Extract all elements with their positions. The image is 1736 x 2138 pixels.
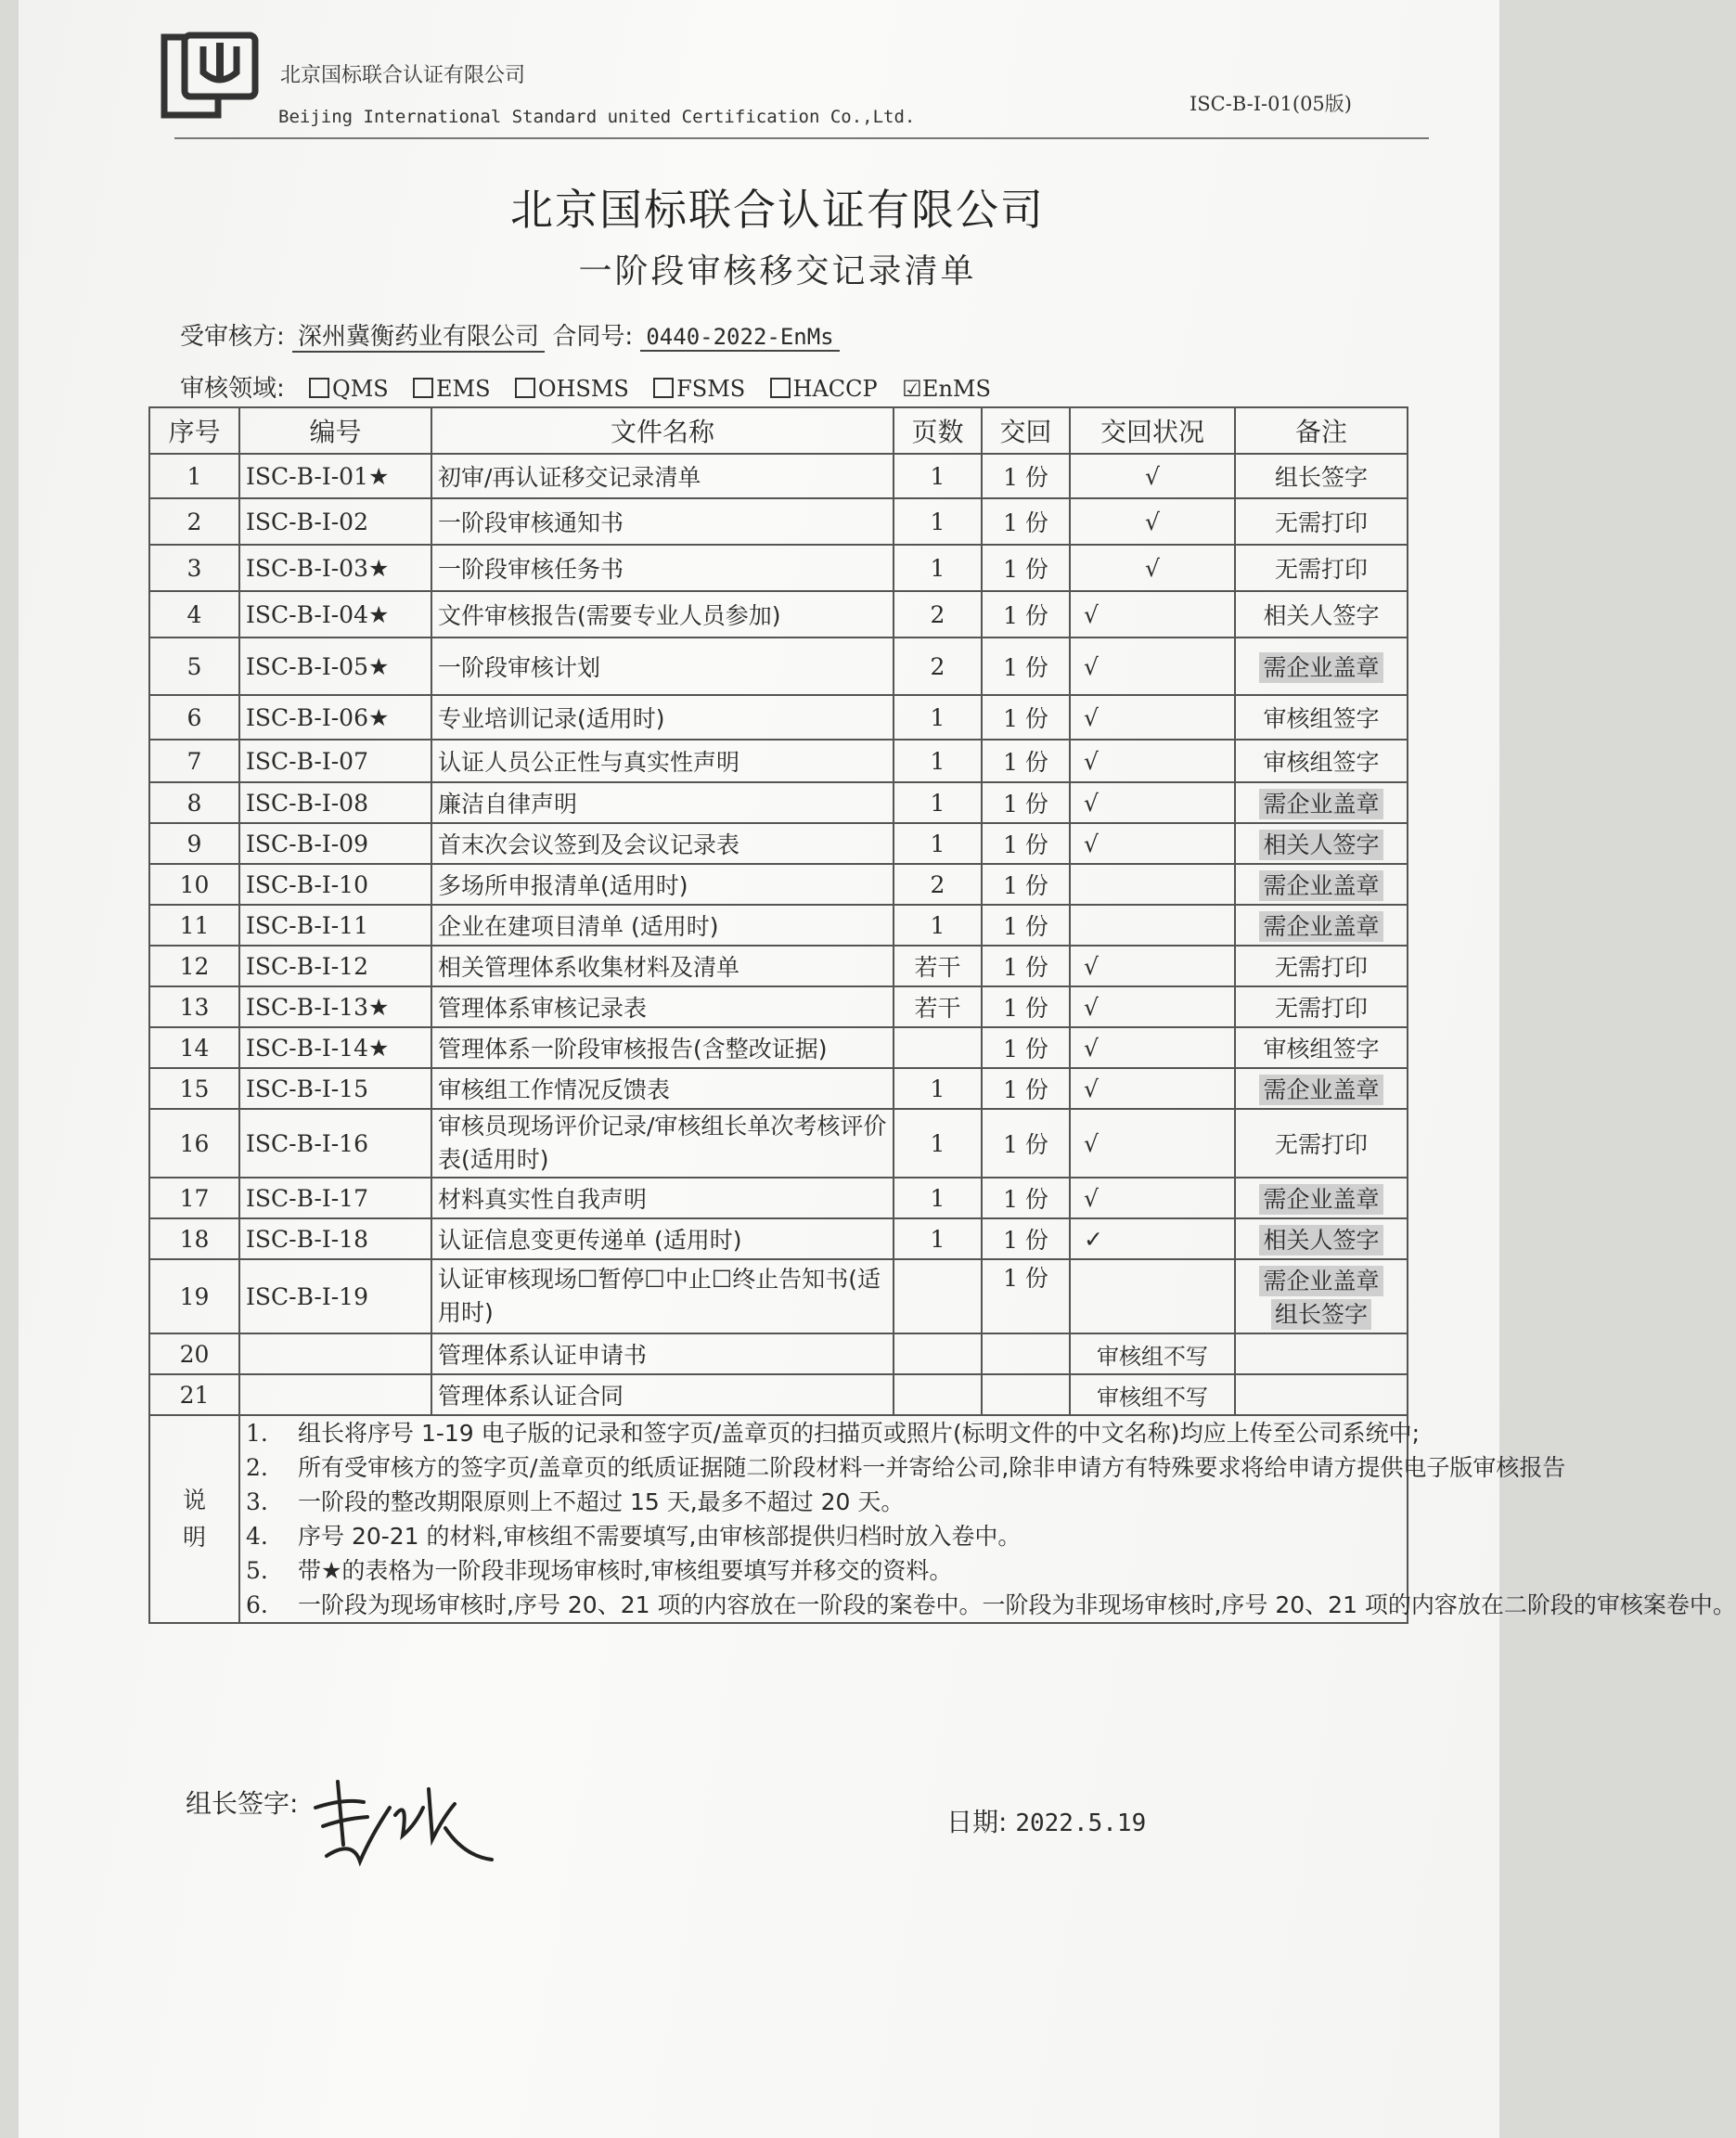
row-note — [1235, 1333, 1408, 1374]
table-row — [149, 782, 1408, 823]
row-copies: 1 份 — [982, 782, 1070, 823]
row-code: ISC-B-I-19 — [239, 1259, 431, 1333]
table-row — [149, 1374, 1408, 1415]
row-pages: 若干 — [894, 986, 982, 1027]
row-number: 21 — [149, 1374, 239, 1415]
explanation-notes — [239, 1415, 1736, 1623]
row-status: √ — [1070, 946, 1235, 986]
row-copies: 1 份 — [982, 498, 1070, 545]
row-file-name: 管理体系认证申请书 — [431, 1333, 894, 1374]
header-code: 编号 — [239, 407, 431, 454]
row-number: 9 — [149, 823, 239, 864]
row-file-name: 管理体系认证合同 — [431, 1374, 894, 1415]
row-note: 需企业盖章 — [1235, 1178, 1408, 1218]
row-code: ISC-B-I-05★ — [239, 638, 431, 695]
leader-signature-label: 组长签字: — [186, 1788, 299, 1819]
row-number: 12 — [149, 946, 239, 986]
client-label: 受审核方: — [180, 323, 285, 351]
row-status: √ — [1070, 986, 1235, 1027]
checkbox-icon — [309, 378, 329, 398]
row-code: ISC-B-I-14★ — [239, 1027, 431, 1068]
row-note: 无需打印 — [1235, 545, 1408, 591]
table-row — [149, 695, 1408, 740]
row-file-name: 初审/再认证移交记录清单 — [431, 454, 894, 498]
checkbox-icon — [515, 378, 535, 398]
row-note — [1235, 1374, 1408, 1415]
note-item: 3. 一阶段的整改期限原则上不超过 15 天,最多不超过 20 天。 — [246, 1488, 905, 1515]
row-code: ISC-B-I-12 — [239, 946, 431, 986]
row-status: √ — [1070, 1068, 1235, 1109]
row-pages: 1 — [894, 498, 982, 545]
row-note: 审核组签字 — [1235, 740, 1408, 782]
row-pages: 1 — [894, 1068, 982, 1109]
row-number: 2 — [149, 498, 239, 545]
row-number: 6 — [149, 695, 239, 740]
row-status: √ — [1070, 545, 1235, 591]
row-file-name: 管理体系审核记录表 — [431, 986, 894, 1027]
row-number: 13 — [149, 986, 239, 1027]
checkbox-icon — [413, 378, 433, 398]
row-code: ISC-B-I-15 — [239, 1068, 431, 1109]
scope-option-enms: ☑EnMS — [902, 376, 991, 402]
scope-option-ohsms: OHSMS — [515, 376, 629, 402]
row-number: 15 — [149, 1068, 239, 1109]
row-copies: 1 份 — [982, 823, 1070, 864]
row-file-name: 审核员现场评价记录/审核组长单次考核评价表(适用时) — [431, 1109, 894, 1178]
row-number: 7 — [149, 740, 239, 782]
row-pages — [894, 1374, 982, 1415]
row-pages: 2 — [894, 864, 982, 905]
document-page — [19, 0, 1736, 2138]
row-copies: 1 份 — [982, 545, 1070, 591]
contract-value: 0440-2022-EnMs — [640, 324, 839, 352]
row-copies: 1 份 — [982, 1259, 1070, 1333]
client-value: 深州冀衡药业有限公司 — [292, 323, 545, 353]
row-code — [239, 1374, 431, 1415]
row-status: √ — [1070, 638, 1235, 695]
row-number: 10 — [149, 864, 239, 905]
row-pages: 若干 — [894, 946, 982, 986]
row-pages: 1 — [894, 545, 982, 591]
row-file-name: 多场所申报清单(适用时) — [431, 864, 894, 905]
row-copies: 1 份 — [982, 1027, 1070, 1068]
row-code: ISC-B-I-10 — [239, 864, 431, 905]
row-copies: 1 份 — [982, 864, 1070, 905]
scope-option-ems: EMS — [413, 376, 491, 402]
row-note: 需企业盖章 组长签字 — [1235, 1259, 1408, 1333]
table-row — [149, 864, 1408, 905]
row-file-name: 认证审核现场☐暂停☐中止☐终止告知书(适用时) — [431, 1259, 894, 1333]
note-item: 6. 一阶段为现场审核时,序号 20、21 项的内容放在一阶段的案卷中。一阶段为非现场审核时,序号 20、21 项的内容放在二阶段的审核案卷中。 — [246, 1591, 1736, 1618]
row-code: ISC-B-I-18 — [239, 1218, 431, 1259]
row-code: ISC-B-I-13★ — [239, 986, 431, 1027]
table-row — [149, 1218, 1408, 1259]
header-no: 序号 — [149, 407, 239, 454]
scope-option-fsms: FSMS — [653, 376, 745, 402]
row-number: 3 — [149, 545, 239, 591]
row-copies: 1 份 — [982, 638, 1070, 695]
note-item: 5. 带★的表格为一阶段非现场审核时,审核组要填写并移交的资料。 — [246, 1557, 953, 1584]
row-pages: 1 — [894, 905, 982, 946]
table-row — [149, 1027, 1408, 1068]
row-copies: 1 份 — [982, 1218, 1070, 1259]
explanation-row — [149, 1415, 1408, 1623]
row-code — [239, 1333, 431, 1374]
document-title: 北京国标联合认证有限公司 — [510, 185, 1045, 235]
row-pages: 1 — [894, 823, 982, 864]
row-status: 审核组不写 — [1070, 1333, 1235, 1374]
table-row — [149, 498, 1408, 545]
table-row — [149, 1178, 1408, 1218]
row-copies: 1 份 — [982, 1178, 1070, 1218]
row-number: 16 — [149, 1109, 239, 1178]
row-status: √ — [1070, 782, 1235, 823]
row-number: 4 — [149, 591, 239, 638]
row-pages: 1 — [894, 454, 982, 498]
row-status — [1070, 864, 1235, 905]
date-line — [946, 1802, 1146, 1839]
note-item: 1. 组长将序号 1-19 电子版的记录和签字页/盖章页的扫描页或照片(标明文件的中文名称)均应上传至公司系统中; — [246, 1420, 1420, 1447]
company-name-cn: 北京国标联合认证有限公司 — [280, 64, 526, 87]
contract-label: 合同号: — [552, 323, 634, 351]
row-file-name: 认证人员公正性与真实性声明 — [431, 740, 894, 782]
note-item: 2. 所有受审核方的签字页/盖章页的纸质证据随二阶段材料一并寄给公司,除非申请方有特殊要求将给申请方提供电子版审核报告 — [246, 1454, 1566, 1481]
row-note: 相关人签字 — [1235, 1218, 1408, 1259]
client-info-line — [180, 317, 840, 352]
row-number: 8 — [149, 782, 239, 823]
table-row — [149, 823, 1408, 864]
row-number: 19 — [149, 1259, 239, 1333]
row-status: 审核组不写 — [1070, 1374, 1235, 1415]
row-note: 需企业盖章 — [1235, 905, 1408, 946]
row-pages — [894, 1027, 982, 1068]
row-copies: 1 份 — [982, 1109, 1070, 1178]
row-copies: 1 份 — [982, 454, 1070, 498]
row-file-name: 材料真实性自我声明 — [431, 1178, 894, 1218]
row-copies: 1 份 — [982, 986, 1070, 1027]
header-copies: 交回 — [982, 407, 1070, 454]
row-status: √ — [1070, 1109, 1235, 1178]
row-file-name: 一阶段审核通知书 — [431, 498, 894, 545]
row-status: √ — [1070, 823, 1235, 864]
row-pages — [894, 1333, 982, 1374]
row-code: ISC-B-I-07 — [239, 740, 431, 782]
row-pages: 1 — [894, 1178, 982, 1218]
row-number: 1 — [149, 454, 239, 498]
row-copies — [982, 1333, 1070, 1374]
row-copies: 1 份 — [982, 946, 1070, 986]
row-code: ISC-B-I-06★ — [239, 695, 431, 740]
row-status: √ — [1070, 1027, 1235, 1068]
row-note: 相关人签字 — [1235, 823, 1408, 864]
table-row — [149, 986, 1408, 1027]
table-row — [149, 591, 1408, 638]
checkbox-icon — [653, 378, 674, 398]
row-number: 5 — [149, 638, 239, 695]
row-note: 相关人签字 — [1235, 591, 1408, 638]
row-copies: 1 份 — [982, 695, 1070, 740]
row-file-name: 认证信息变更传递单 (适用时) — [431, 1218, 894, 1259]
document-subtitle: 一阶段审核移交记录清单 — [578, 252, 977, 290]
row-copies: 1 份 — [982, 740, 1070, 782]
row-file-name: 文件审核报告(需要专业人员参加) — [431, 591, 894, 638]
row-note: 无需打印 — [1235, 1109, 1408, 1178]
row-code: ISC-B-I-01★ — [239, 454, 431, 498]
checked-box-icon: ☑ — [902, 376, 922, 402]
table-header-row — [149, 407, 1408, 454]
row-code: ISC-B-I-04★ — [239, 591, 431, 638]
row-note: 需企业盖章 — [1235, 1068, 1408, 1109]
table-row — [149, 1259, 1408, 1333]
table-row — [149, 1068, 1408, 1109]
row-code: ISC-B-I-16 — [239, 1109, 431, 1178]
row-number: 14 — [149, 1027, 239, 1068]
handwritten-signature — [306, 1771, 501, 1873]
table-row — [149, 1109, 1408, 1178]
scope-option-qms: QMS — [309, 376, 389, 402]
header-name: 文件名称 — [431, 407, 894, 454]
row-note: 需企业盖章 — [1235, 864, 1408, 905]
table-row — [149, 638, 1408, 695]
row-status — [1070, 905, 1235, 946]
row-pages: 1 — [894, 1218, 982, 1259]
row-pages — [894, 1259, 982, 1333]
row-status: √ — [1070, 695, 1235, 740]
row-note: 需企业盖章 — [1235, 782, 1408, 823]
row-code: ISC-B-I-17 — [239, 1178, 431, 1218]
table-row — [149, 946, 1408, 986]
row-file-name: 相关管理体系收集材料及清单 — [431, 946, 894, 986]
table-row — [149, 454, 1408, 498]
row-file-name: 一阶段审核计划 — [431, 638, 894, 695]
company-logo-icon — [162, 33, 259, 117]
row-pages: 1 — [894, 695, 982, 740]
row-code: ISC-B-I-02 — [239, 498, 431, 545]
row-copies — [982, 1374, 1070, 1415]
table-row — [149, 1333, 1408, 1374]
audit-scope-line — [180, 369, 991, 404]
note-item: 4. 序号 20-21 的材料,审核组不需要填写,由审核部提供归档时放入卷中。 — [246, 1523, 1022, 1550]
header-divider — [174, 137, 1429, 139]
row-pages: 2 — [894, 638, 982, 695]
row-note: 无需打印 — [1235, 498, 1408, 545]
company-name-en: Beijing International Standard united Certification Co.,Ltd. — [278, 107, 916, 127]
handover-table — [148, 406, 1736, 1624]
row-note: 无需打印 — [1235, 946, 1408, 986]
table-row — [149, 545, 1408, 591]
row-copies: 1 份 — [982, 905, 1070, 946]
row-pages: 2 — [894, 591, 982, 638]
row-code: ISC-B-I-08 — [239, 782, 431, 823]
row-status: √ — [1070, 498, 1235, 545]
row-code: ISC-B-I-03★ — [239, 545, 431, 591]
scope-option-haccp: HACCP — [770, 376, 878, 402]
row-number: 20 — [149, 1333, 239, 1374]
row-status: √ — [1070, 740, 1235, 782]
header-status: 交回状况 — [1070, 407, 1235, 454]
row-status: √ — [1070, 454, 1235, 498]
row-note: 审核组签字 — [1235, 695, 1408, 740]
date-value: 2022.5.19 — [1015, 1810, 1147, 1837]
row-status — [1070, 1259, 1235, 1333]
row-file-name: 廉洁自律声明 — [431, 782, 894, 823]
row-copies: 1 份 — [982, 1068, 1070, 1109]
row-code: ISC-B-I-11 — [239, 905, 431, 946]
row-note: 审核组签字 — [1235, 1027, 1408, 1068]
row-code: ISC-B-I-09 — [239, 823, 431, 864]
row-number: 17 — [149, 1178, 239, 1218]
header-note: 备注 — [1235, 407, 1408, 454]
date-label: 日期: — [946, 1807, 1008, 1837]
form-code: ISC-B-I-01(05版) — [1189, 93, 1352, 115]
row-pages: 1 — [894, 740, 982, 782]
row-file-name: 管理体系一阶段审核报告(含整改证据) — [431, 1027, 894, 1068]
row-file-name: 企业在建项目清单 (适用时) — [431, 905, 894, 946]
row-note: 组长签字 — [1235, 454, 1408, 498]
row-status: √ — [1070, 591, 1235, 638]
table-row — [149, 740, 1408, 782]
row-status: √ — [1070, 1178, 1235, 1218]
header-pages: 页数 — [894, 407, 982, 454]
row-file-name: 审核组工作情况反馈表 — [431, 1068, 894, 1109]
scope-label: 审核领域: — [180, 375, 285, 403]
row-status: ✓ — [1070, 1218, 1235, 1259]
table-row — [149, 905, 1408, 946]
row-file-name: 专业培训记录(适用时) — [431, 695, 894, 740]
row-note: 需企业盖章 — [1235, 638, 1408, 695]
row-file-name: 一阶段审核任务书 — [431, 545, 894, 591]
row-file-name: 首末次会议签到及会议记录表 — [431, 823, 894, 864]
checkbox-icon — [770, 378, 791, 398]
row-number: 11 — [149, 905, 239, 946]
row-pages: 1 — [894, 1109, 982, 1178]
explanation-label: 说 明 — [149, 1415, 239, 1623]
row-note: 无需打印 — [1235, 986, 1408, 1027]
row-copies: 1 份 — [982, 591, 1070, 638]
row-number: 18 — [149, 1218, 239, 1259]
row-pages: 1 — [894, 782, 982, 823]
